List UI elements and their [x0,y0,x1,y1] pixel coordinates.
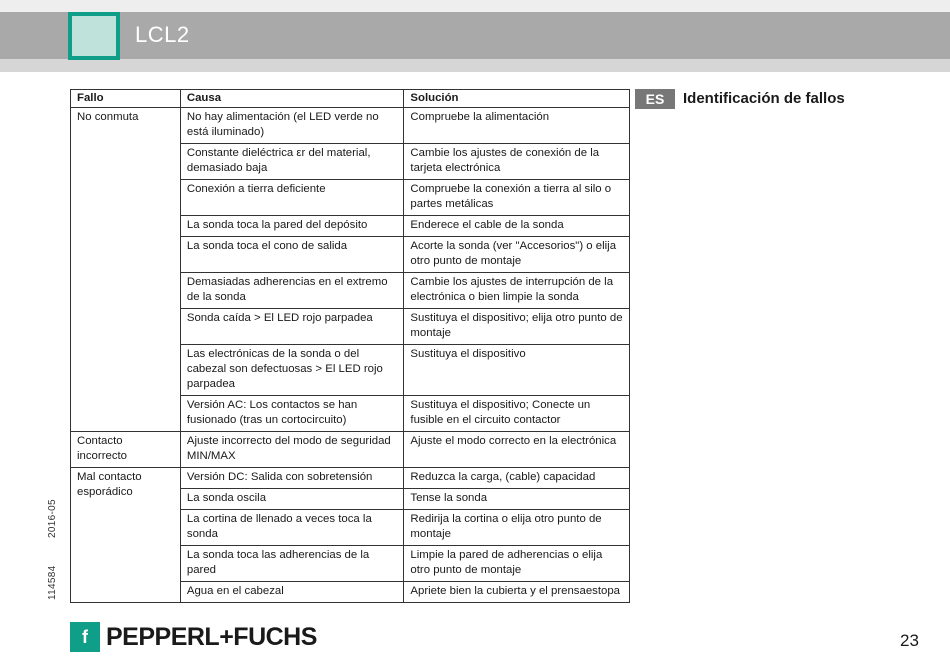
causa-cell: La cortina de llenado a veces toca la sonda [180,510,404,546]
causa-cell: Conexión a tierra deficiente [180,180,404,216]
solucion-cell: Sustituya el dispositivo [404,345,630,396]
table-row [71,108,630,144]
table-body [71,108,630,603]
causa-cell: Versión AC: Los contactos se han fusionado (tras un cortocircuito) [180,396,404,432]
header-lower-band [0,59,950,72]
fallo-cell: Contacto incorrecto [71,432,181,468]
solucion-cell: Apriete bien la cubierta y el prensaestopa [404,582,630,603]
column-header-causa: Causa [180,90,404,108]
header-top-strip [0,0,950,12]
causa-cell: La sonda oscila [180,489,404,510]
causa-cell: Agua en el cabezal [180,582,404,603]
document-date: 2016-05 [47,499,58,538]
causa-cell: Demasiadas adherencias en el extremo de la sonda [180,273,404,309]
solucion-cell: Compruebe la alimentación [404,108,630,144]
causa-cell: Sonda caída > El LED rojo parpadea [180,309,404,345]
page-number: 23 [900,631,919,650]
solucion-cell: Cambie los ajustes de conexión de la tarjeta electrónica [404,144,630,180]
causa-cell: La sonda toca la pared del depósito [180,216,404,237]
causa-cell: La sonda toca las adherencias de la pared [180,546,404,582]
table-row [71,468,630,489]
causa-cell: Ajuste incorrecto del modo de seguridad MIN/MAX [180,432,404,468]
column-header-fallo: Fallo [71,90,181,108]
causa-cell: Versión DC: Salida con sobretensión [180,468,404,489]
solucion-cell: Acorte la sonda (ver "Accesorios") o elija otro punto de montaje [404,237,630,273]
fault-table [70,89,630,603]
brand-name: PEPPERL+FUCHS [106,622,317,651]
solucion-cell: Ajuste el modo correcto en la electrónica [404,432,630,468]
column-header-solucion: Solución [404,90,630,108]
causa-cell: Las electrónicas de la sonda o del cabezal son defectuosas > El LED rojo parpadea [180,345,404,396]
solucion-cell: Limpie la pared de adherencias o elija otro punto de montaje [404,546,630,582]
causa-cell: La sonda toca el cono de salida [180,237,404,273]
fallo-cell: Mal contacto esporádico [71,468,181,603]
solucion-cell: Sustituya el dispositivo; elija otro punto de montaje [404,309,630,345]
solucion-cell: Sustituya el dispositivo; Conecte un fusible en el circuito contactor [404,396,630,432]
brand-logo [70,620,317,654]
solucion-cell: Tense la sonda [404,489,630,510]
solucion-cell: Cambie los ajustes de interrupción de la electrónica o bien limpie la sonda [404,273,630,309]
language-badge: ES [635,89,675,109]
page-title: LCL2 [135,22,190,47]
solucion-cell: Enderece el cable de la sonda [404,216,630,237]
solucion-cell: Redirija la cortina o elija otro punto de montaje [404,510,630,546]
solucion-cell: Compruebe la conexión a tierra al silo o partes metálicas [404,180,630,216]
causa-cell: No hay alimentación (el LED verde no está iluminado) [180,108,404,144]
header-logo-square [68,12,120,60]
causa-cell: Constante dieléctrica εr del material, demasiado baja [180,144,404,180]
solucion-cell: Reduzca la carga, (cable) capacidad [404,468,630,489]
table-row [71,432,630,468]
fallo-cell: No conmuta [71,108,181,432]
document-code: 114584 [47,565,58,600]
brand-mark-icon: f [70,622,100,652]
section-title: Identificación de fallos [683,90,845,107]
table-header-row [71,90,630,108]
